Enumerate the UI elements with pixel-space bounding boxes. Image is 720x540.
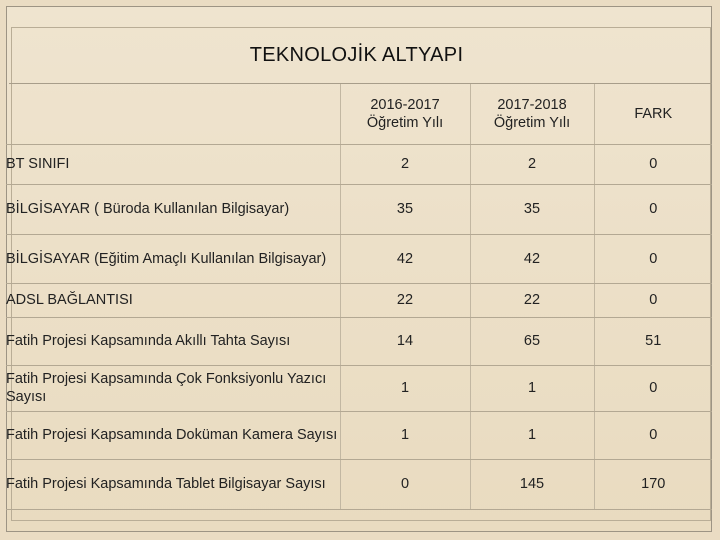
cell-fark: 0 (594, 234, 712, 283)
cell-fark: 0 (594, 365, 712, 411)
table-row (6, 144, 712, 184)
cell-2016: 1 (340, 365, 470, 411)
cell-2016: 2 (340, 144, 470, 184)
table-row (6, 411, 712, 459)
cell-fark: 51 (594, 317, 712, 365)
table-row (6, 317, 712, 365)
cell-2016: 1 (340, 411, 470, 459)
cell-fark: 0 (594, 184, 712, 234)
row-label: BİLGİSAYAR (Eğitim Amaçlı Kullanılan Bilgisayar) (6, 234, 340, 283)
header-2016-subtitle: Öğretim Yılı (366, 114, 444, 131)
cell-2016: 0 (340, 459, 470, 509)
row-label: Fatih Projesi Kapsamında Doküman Kamera Sayısı (6, 411, 340, 459)
cell-2017: 1 (470, 411, 594, 459)
row-label: ADSL BAĞLANTISI (6, 283, 340, 317)
cell-2017: 1 (470, 365, 594, 411)
table-row (6, 365, 712, 411)
header-2017-year: 2017-2018 (497, 96, 567, 113)
cell-fark: 0 (594, 144, 712, 184)
row-label: Fatih Projesi Kapsamında Akıllı Tahta Sayısı (6, 317, 340, 365)
page-title: TEKNOLOJİK ALTYAPI (249, 44, 464, 66)
cell-2016: 22 (340, 283, 470, 317)
cell-2016: 35 (340, 184, 470, 234)
cell-2016: 42 (340, 234, 470, 283)
row-label: BT SINIFI (6, 144, 340, 184)
header-fark (594, 84, 712, 144)
header-2016-year: 2016-2017 (370, 96, 440, 113)
cell-fark: 0 (594, 283, 712, 317)
header-2016-2017 (340, 84, 470, 144)
row-label: BİLGİSAYAR ( Büroda Kullanılan Bilgisayar) (6, 184, 340, 234)
cell-2017: 145 (470, 459, 594, 509)
header-2017-2018 (470, 84, 594, 144)
row-label: Fatih Projesi Kapsamında Çok Fonksiyonlu Yazıcı Sayısı (6, 365, 340, 411)
cell-2017: 2 (470, 144, 594, 184)
cell-2017: 42 (470, 234, 594, 283)
cell-2017: 22 (470, 283, 594, 317)
header-fark-label: FARK (634, 105, 673, 122)
cell-2016: 14 (340, 317, 470, 365)
cell-fark: 0 (594, 411, 712, 459)
cell-fark: 170 (594, 459, 712, 509)
table-row (6, 184, 712, 234)
table-row (6, 234, 712, 283)
header-corner-cell (6, 84, 340, 144)
table-row (6, 459, 712, 509)
cell-2017: 35 (470, 184, 594, 234)
title-cell (9, 28, 712, 84)
table-row (6, 283, 712, 317)
row-label: Fatih Projesi Kapsamında Tablet Bilgisayar Sayısı (6, 459, 340, 509)
cell-2017: 65 (470, 317, 594, 365)
table-header-row (6, 84, 712, 144)
header-2017-subtitle: Öğretim Yılı (493, 114, 571, 131)
technology-table (6, 84, 712, 510)
